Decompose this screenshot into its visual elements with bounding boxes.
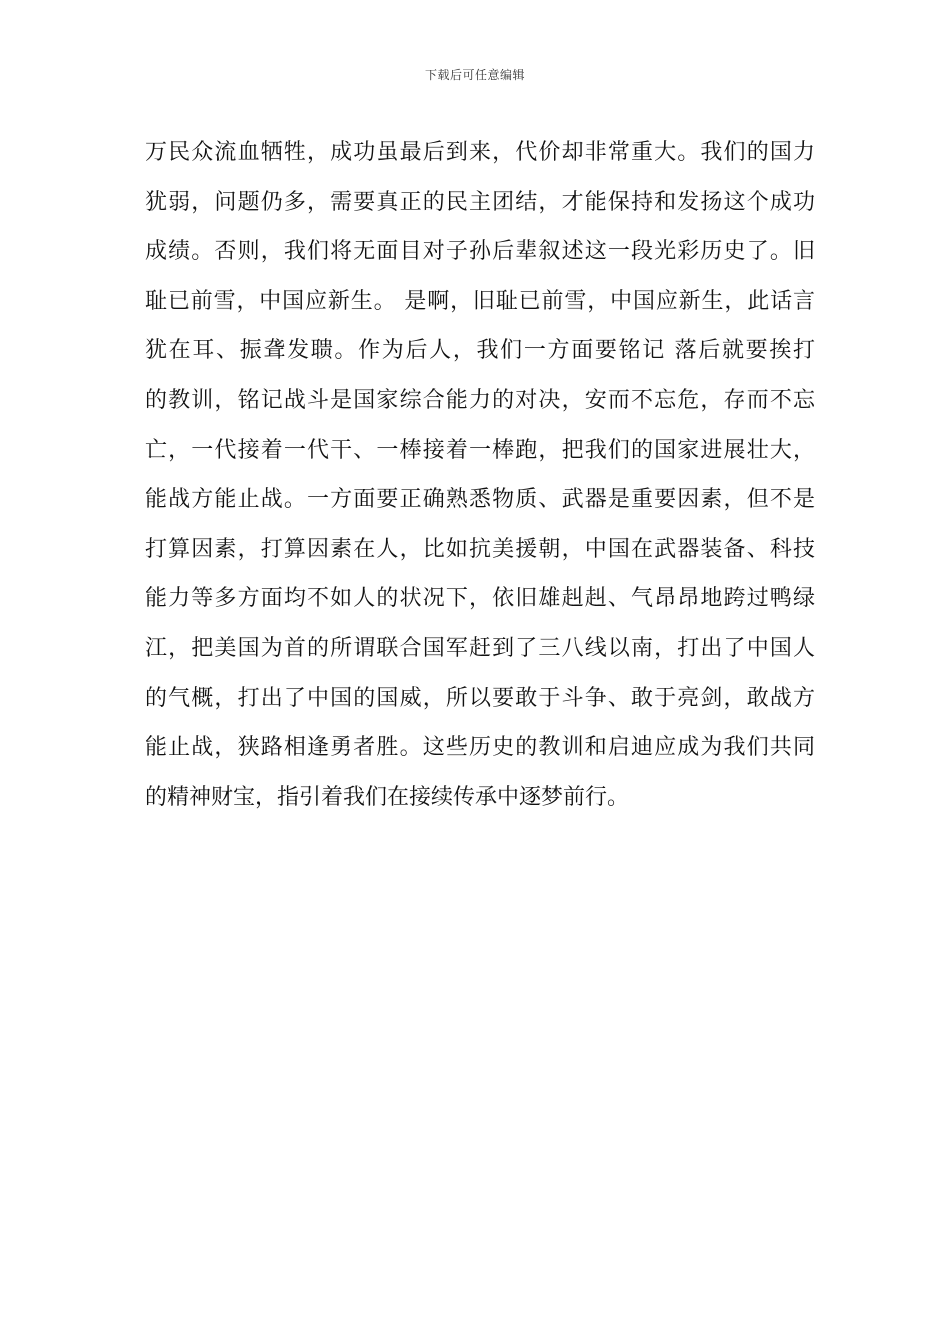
paragraph-line: 江，把美国为首的所谓联合国军赶到了三八线以南，打出了中国人 <box>145 635 815 661</box>
paragraph-line: 耻已前雪，中国应新生。 是啊，旧耻已前雪，中国应新生，此话言 <box>145 288 815 314</box>
paragraph-line: 亡，一代接着一代干、一棒接着一棒跑，把我们的国家进展壮大， <box>145 437 815 463</box>
paragraph-line: 的精神财宝，指引着我们在接续传承中逐梦前行。 <box>145 784 630 810</box>
paragraph-line: 打算因素，打算因素在人，比如抗美援朝，中国在武器装备、科技 <box>145 536 815 562</box>
page-header-note: 下载后可任意编辑 <box>424 68 525 82</box>
paragraph-line: 能力等多方面均不如人的状况下，依旧雄赳赳、气昂昂地跨过鸭绿 <box>145 586 815 612</box>
paragraph-line: 能战方能止战。一方面要正确熟悉物质、武器是重要因素，但不是 <box>145 487 815 513</box>
paragraph-line: 成绩。否则，我们将无面目对子孙后辈叙述这一段光彩历史了。旧 <box>145 239 815 265</box>
paragraph-line: 的气概，打出了中国的国威，所以要敢于斗争、敢于亮剑，敢战方 <box>145 685 815 711</box>
article-body <box>145 128 815 822</box>
paragraph-line: 犹弱，问题仍多，需要真正的民主团结，才能保持和发扬这个成功 <box>145 189 815 215</box>
paragraph-line: 能止战，狭路相逢勇者胜。这些历史的教训和启迪应成为我们共同 <box>145 735 815 761</box>
paragraph-line: 犹在耳、振聋发聩。作为后人，我们一方面要铭记 落后就要挨打 <box>145 338 815 364</box>
paragraph-line: 的教训，铭记战斗是国家综合能力的对决，安而不忘危，存而不忘 <box>145 387 815 413</box>
paragraph-line: 万民众流血牺牲，成功虽最后到来，代价却非常重大。我们的国力 <box>145 140 815 165</box>
